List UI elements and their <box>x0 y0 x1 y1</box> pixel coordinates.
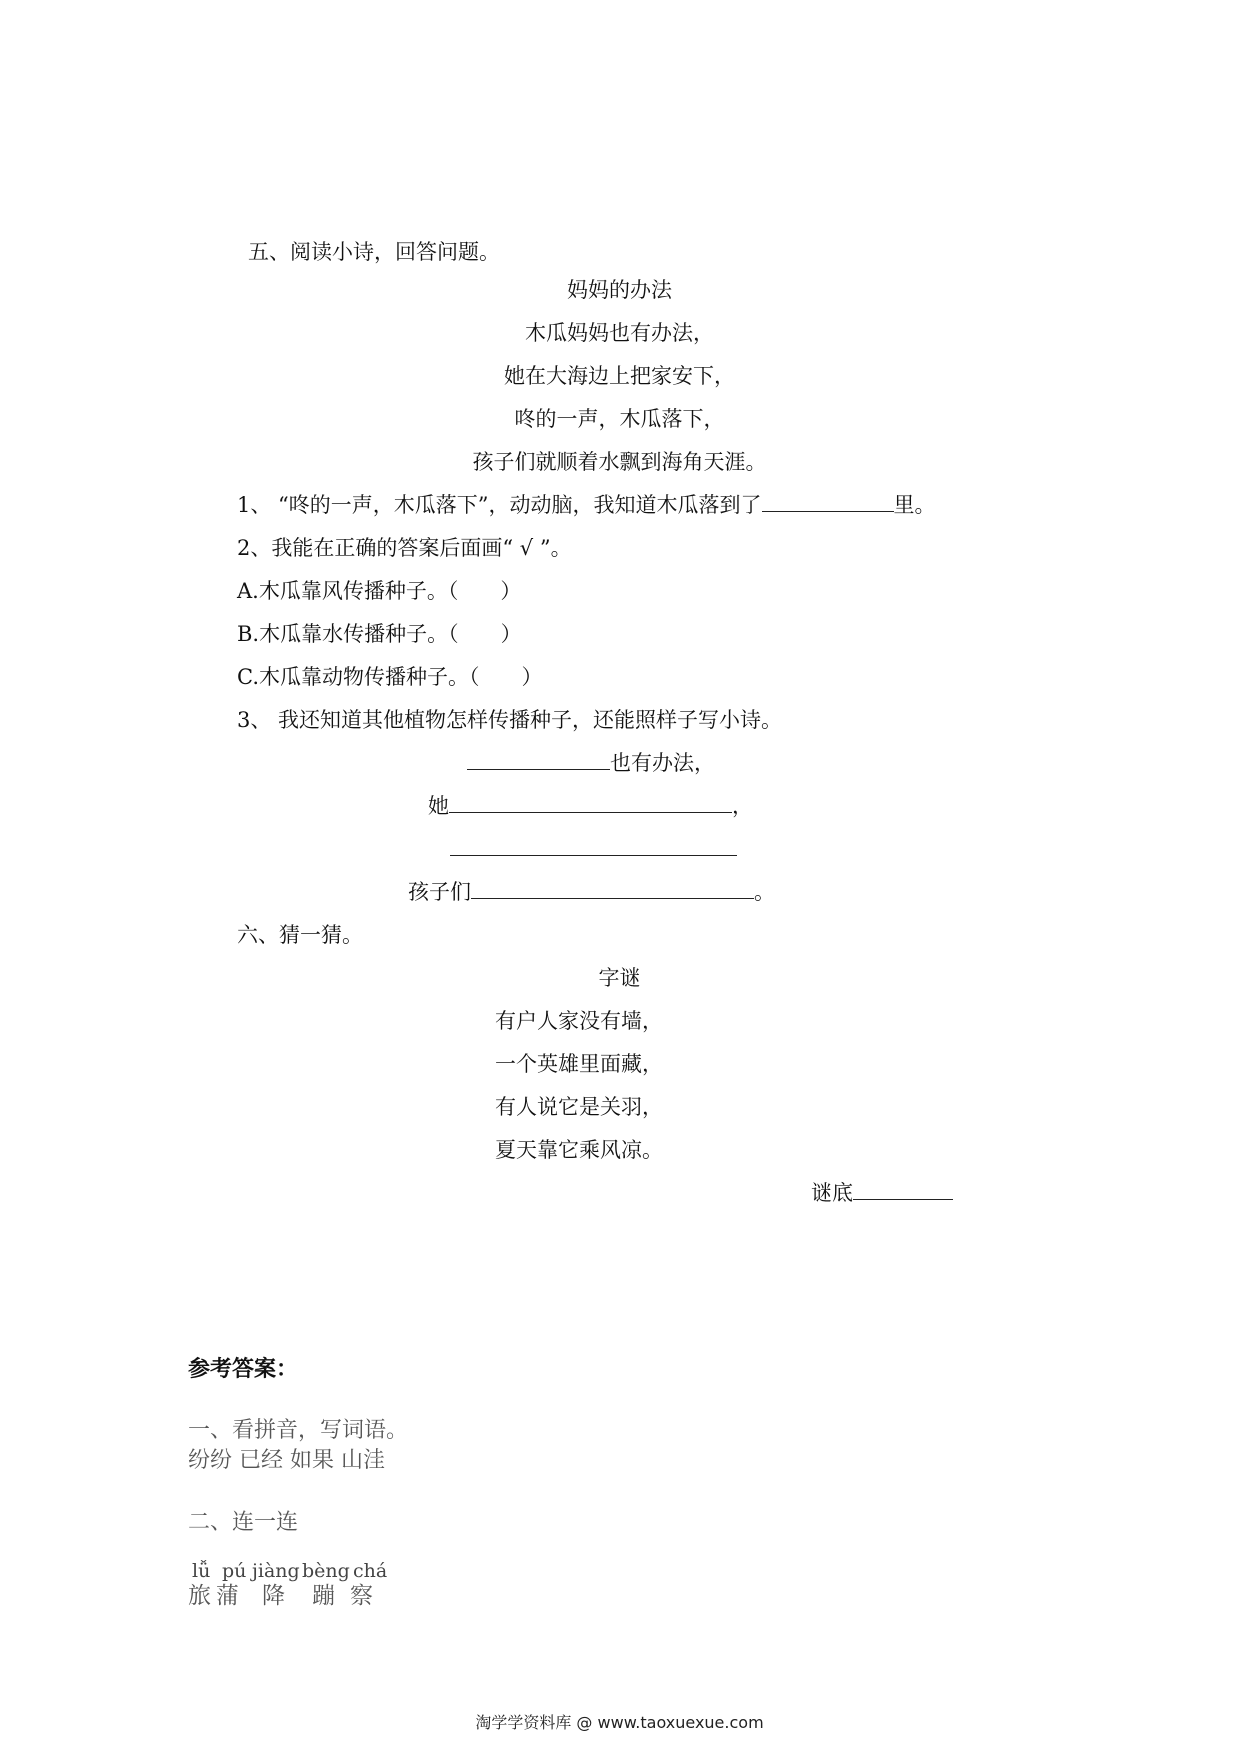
answers-part1-text: 纷纷 已经 如果 山洼 <box>188 1448 385 1473</box>
pinyin-3: jiàng <box>252 1560 300 1582</box>
riddle-line-3: 有人说它是关羽， <box>495 1095 663 1119</box>
question-2-prompt: 2、我能在正确的答案后面画“ √ ”。 <box>237 536 572 560</box>
question-2-option-b: B.木瓜靠水传播种子。（ ） <box>237 622 522 646</box>
poem-title: 妈妈的办法 <box>567 278 672 302</box>
answers-title: 参考答案： <box>188 1356 299 1382</box>
poem-line-1: 木瓜妈妈也有办法， <box>525 321 714 345</box>
poem-fill-line-1-text: 也有办法， <box>610 751 715 775</box>
hanzi-3: 降 <box>262 1583 285 1609</box>
riddle-line-4: 夏天靠它乘风凉。 <box>495 1138 663 1162</box>
poem-line-4: 孩子们就顺着水飘到海角天涯。 <box>472 450 767 474</box>
hanzi-1: 旅 <box>188 1583 211 1609</box>
question-3-prompt: 3、 我还知道其他植物怎样传播种子，还能照样子写小诗。 <box>237 708 783 732</box>
hanzi-5: 察 <box>350 1583 373 1609</box>
riddle-line-1: 有户人家没有墙， <box>495 1009 663 1033</box>
pinyin-5: chá <box>353 1560 388 1582</box>
section5-heading: 五、阅读小诗，回答问题。 <box>248 240 500 264</box>
poem-fill-line-3 <box>450 835 737 863</box>
riddle-answer-label: 谜底 <box>811 1181 853 1205</box>
riddle-title: 字谜 <box>598 966 641 990</box>
pinyin-4: bèng <box>302 1560 350 1582</box>
poem-fill-line-4-prefix: 孩子们 <box>408 880 471 904</box>
answers-part2-heading: 二、连一连 <box>188 1510 299 1535</box>
hanzi-2: 蒲 <box>216 1583 239 1609</box>
riddle-line-2: 一个英雄里面藏， <box>495 1052 663 1076</box>
poem-fill-blank-3[interactable] <box>450 835 737 856</box>
footer-watermark: 淘学学资料库 @ www.taoxuexue.com <box>475 1713 764 1732</box>
pinyin-1: lǚ <box>192 1560 211 1582</box>
poem-fill-blank-4[interactable] <box>471 878 754 899</box>
section6-heading: 六、猜一猜。 <box>237 923 363 947</box>
question-2-option-c: C.木瓜靠动物传播种子。（ ） <box>237 665 543 689</box>
poem-fill-blank-2[interactable] <box>449 792 732 813</box>
question-1-blank[interactable] <box>762 491 894 512</box>
poem-fill-line-4 <box>408 878 775 906</box>
poem-fill-line-2-suffix: ， <box>732 794 753 818</box>
pinyin-hanzi-list <box>190 1561 430 1617</box>
question-1-text: 1、 “咚的一声，木瓜落下”，动动脑，我知道木瓜落到了 <box>237 493 762 517</box>
question-2-option-a: A.木瓜靠风传播种子。（ ） <box>237 579 522 603</box>
pinyin-2: pú <box>222 1560 247 1582</box>
poem-fill-blank-1[interactable] <box>467 749 610 770</box>
poem-fill-line-1 <box>467 749 715 777</box>
question-1 <box>237 491 936 519</box>
poem-line-2: 她在大海边上把家安下， <box>504 364 735 388</box>
riddle-answer-blank[interactable] <box>853 1179 953 1200</box>
riddle-answer <box>811 1179 953 1207</box>
poem-fill-line-2-prefix: 她 <box>428 794 449 818</box>
answers-part1-heading: 一、看拼音，写词语。 <box>188 1418 409 1443</box>
hanzi-4: 蹦 <box>312 1583 335 1609</box>
question-1-suffix: 里。 <box>893 493 936 517</box>
poem-fill-line-2 <box>428 792 753 820</box>
poem-fill-line-4-suffix: 。 <box>754 880 775 904</box>
poem-line-3: 咚的一声，木瓜落下， <box>514 407 725 431</box>
